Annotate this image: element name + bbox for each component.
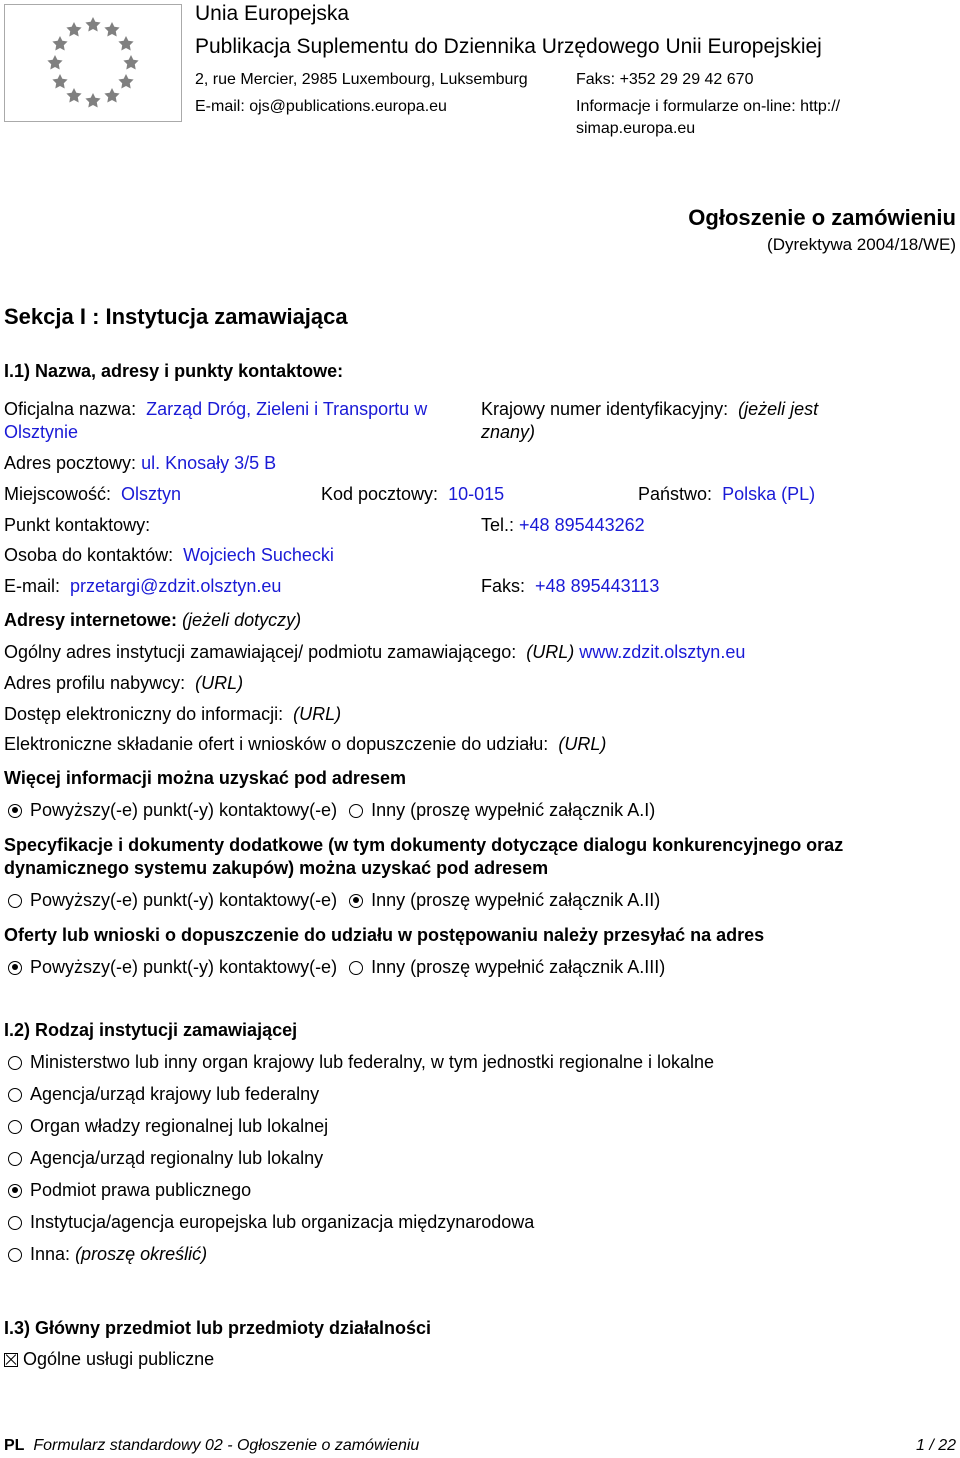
- general-url-value[interactable]: www.zdzit.olsztyn.eu: [579, 642, 746, 662]
- more-info-title: Więcej informacji można uzyskać pod adresem: [4, 768, 406, 788]
- i2-option: [4, 1212, 534, 1233]
- more-info-options: [4, 800, 655, 821]
- section-title: Sekcja I : Instytucja zamawiająca: [4, 304, 348, 329]
- i3-item-label: Ogólne usługi publiczne: [23, 1349, 215, 1369]
- offers-title: Oferty lub wnioski o dopuszczenie do udziału w postępowaniu należy przesyłać na adres: [4, 925, 765, 945]
- i3-title: I.3) Główny przedmiot lub przedmioty działalności: [4, 1318, 432, 1338]
- radio-button-icon[interactable]: [8, 1056, 22, 1070]
- esubmission-row: [4, 734, 606, 755]
- i1-title: I.1) Nazwa, adresy i punkty kontaktowe:: [4, 361, 344, 381]
- i2-option: [4, 1084, 319, 1105]
- tel-label: Tel.:: [481, 515, 515, 535]
- footer-left: [4, 1437, 419, 1455]
- country-label: Państwo:: [638, 484, 713, 504]
- radio-button-icon[interactable]: [8, 1216, 22, 1230]
- postal-value: ul. Knosały 3/5 B: [141, 453, 277, 473]
- footer-lang: PL: [4, 1437, 25, 1454]
- buyer-profile-row: [4, 673, 243, 694]
- internet-label: Adresy internetowe:: [4, 610, 178, 630]
- i2-option: [4, 1116, 328, 1137]
- internet-row: [4, 610, 301, 631]
- person-value: Wojciech Suchecki: [183, 545, 334, 565]
- i2-option: [4, 1180, 251, 1201]
- postcode-row: [321, 484, 504, 505]
- official-name-value-1: Zarząd Dróg, Zieleni i Transportu w: [146, 399, 428, 419]
- postcode-label: Kod pocztowy:: [321, 484, 439, 504]
- email-value[interactable]: przetargi@zdzit.olsztyn.eu: [70, 576, 282, 596]
- national-id-row: [481, 399, 818, 420]
- specs-title-2: dynamicznego systemu zakupów) można uzyskać pod adresem: [4, 858, 549, 878]
- i2-option: [4, 1052, 714, 1073]
- offers-options: [4, 957, 665, 978]
- radio-button-icon[interactable]: [8, 1184, 22, 1198]
- footer-form: Formularz standardowy 02 - Ogłoszenie o zamówieniu: [33, 1437, 420, 1454]
- specs-opt2-label: Inny (proszę wypełnić załącznik A.II): [371, 890, 661, 910]
- general-url-tag: (URL): [526, 642, 575, 662]
- email-label: E-mail:: [4, 576, 61, 596]
- header-info-line2: simap.europa.eu: [576, 120, 696, 137]
- notice-title: Ogłoszenie o zamówieniu: [688, 205, 956, 230]
- postcode-value: 10-015: [448, 484, 505, 504]
- more-info-opt1-label: Powyższy(-e) punkt(-y) kontaktowy(-e): [30, 800, 338, 820]
- i2-option-label: Instytucja/agencja europejska lub organizacja międzynarodowa: [30, 1212, 535, 1232]
- i2-title: I.2) Rodzaj instytucji zamawiającej: [4, 1020, 298, 1040]
- postal-row: [4, 453, 276, 474]
- i2-option: [4, 1244, 207, 1265]
- eu-stars-graphic: [5, 5, 181, 121]
- specs-title-1: Specyfikacje i dokumenty dodatkowe (w tym dokumenty dotyczące dialogu konkurencyjnego oraz: [4, 835, 844, 855]
- i2-other-note: (proszę określić): [75, 1244, 208, 1264]
- radio-button-icon[interactable]: [8, 894, 22, 908]
- i2-option-label: Agencja/urząd krajowy lub federalny: [30, 1084, 320, 1104]
- radio-button-icon[interactable]: [349, 961, 363, 975]
- eu-stars-logo-icon: [4, 4, 182, 122]
- general-label: Ogólny adres instytucji zamawiającej/ podmiotu zamawiającego:: [4, 642, 517, 662]
- esubmission-url-tag: (URL): [558, 734, 607, 754]
- fax-value: +48 895443113: [535, 576, 660, 596]
- eaccess-label: Dostęp elektroniczny do informacji:: [4, 704, 284, 724]
- buyer-profile-url-tag: (URL): [195, 673, 244, 693]
- radio-button-icon[interactable]: [349, 804, 363, 818]
- official-name-row: [4, 399, 427, 420]
- buyer-profile-label: Adres profilu nabywcy:: [4, 673, 186, 693]
- national-id-note-2: znany): [481, 422, 536, 442]
- fax-row: [481, 576, 659, 597]
- radio-button-icon[interactable]: [8, 1152, 22, 1166]
- fax-label: Faks:: [481, 576, 526, 596]
- i2-option-label: Agencja/urząd regionalny lub lokalny: [30, 1148, 324, 1168]
- eaccess-url-tag: (URL): [293, 704, 342, 724]
- contact-point-label: Punkt kontaktowy:: [4, 515, 151, 535]
- country-row: [638, 484, 815, 505]
- header-fax: Faks: +352 29 29 42 670: [576, 71, 754, 88]
- eaccess-row: [4, 704, 341, 725]
- tel-value: +48 895443262: [519, 515, 645, 535]
- official-name-label: Oficjalna nazwa:: [4, 399, 137, 419]
- checkbox-crossed-icon[interactable]: [4, 1353, 18, 1367]
- general-address-row: [4, 642, 745, 663]
- footer-page: 1 / 22: [915, 1437, 956, 1454]
- radio-button-icon[interactable]: [8, 961, 22, 975]
- header-address: 2, rue Mercier, 2985 Luxembourg, Luksemburg: [195, 71, 528, 88]
- radio-button-icon[interactable]: [8, 804, 22, 818]
- header-email: E-mail: ojs@publications.europa.eu: [195, 98, 447, 115]
- internet-note: (jeżeli dotyczy): [182, 610, 302, 630]
- i3-item: [2, 1349, 214, 1370]
- radio-button-icon[interactable]: [8, 1120, 22, 1134]
- header-info-line1: Informacje i formularze on-line: http://: [576, 98, 841, 115]
- email-row: [4, 576, 281, 597]
- offers-opt1-label: Powyższy(-e) punkt(-y) kontaktowy(-e): [30, 957, 338, 977]
- person-row: [4, 545, 334, 566]
- esubmission-label: Elektroniczne składanie ofert i wniosków o dopuszczenie do udziału:: [4, 734, 549, 754]
- radio-button-icon[interactable]: [349, 894, 363, 908]
- more-info-opt2-label: Inny (proszę wypełnić załącznik A.I): [371, 800, 656, 820]
- national-id-note-1: (jeżeli jest: [738, 399, 819, 419]
- town-label: Miejscowość:: [4, 484, 112, 504]
- specs-options: [4, 890, 660, 911]
- town-value: Olsztyn: [121, 484, 182, 504]
- national-id-label: Krajowy numer identyfikacyjny:: [481, 399, 729, 419]
- header-org: Unia Europejska: [195, 2, 350, 25]
- i2-option-label: Podmiot prawa publicznego: [30, 1180, 252, 1200]
- radio-button-icon[interactable]: [8, 1088, 22, 1102]
- town-row: [4, 484, 181, 505]
- person-label: Osoba do kontaktów:: [4, 545, 174, 565]
- header-publication: Publikacja Suplementu do Dziennika Urzędowego Unii Europejskiej: [195, 35, 822, 58]
- i2-option-label: Organ władzy regionalnej lub lokalnej: [30, 1116, 329, 1136]
- official-name-value-2: Olsztynie: [4, 422, 79, 442]
- offers-opt2-label: Inny (proszę wypełnić załącznik A.III): [371, 957, 666, 977]
- country-value: Polska (PL): [722, 484, 816, 504]
- radio-button-icon[interactable]: [8, 1248, 22, 1262]
- notice-directive: (Dyrektywa 2004/18/WE): [767, 235, 956, 254]
- specs-opt1-label: Powyższy(-e) punkt(-y) kontaktowy(-e): [30, 890, 338, 910]
- postal-label: Adres pocztowy:: [4, 453, 137, 473]
- tel-row: [481, 515, 645, 536]
- i2-option-label: Inna:: [30, 1244, 71, 1264]
- i2-option-label: Ministerstwo lub inny organ krajowy lub federalny, w tym jednostki regionalne i lokalne: [30, 1052, 714, 1072]
- i2-option: [4, 1148, 323, 1169]
